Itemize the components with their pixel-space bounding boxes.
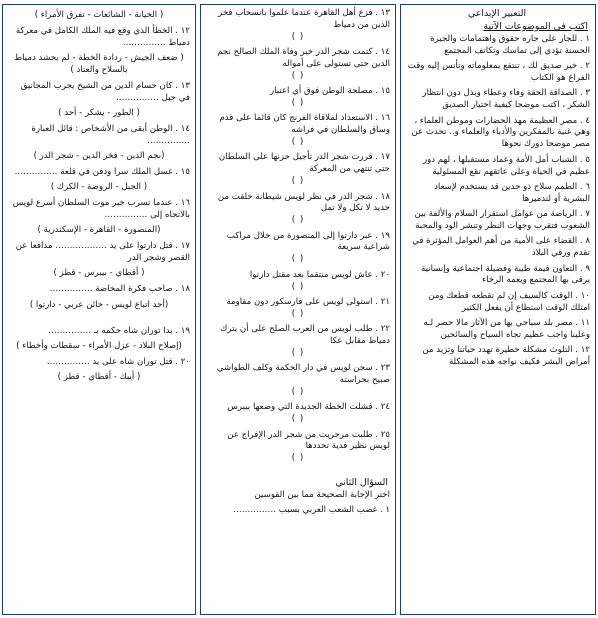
topic-item: ١ . للجار على جاره حقوق واهتمامات والجيرة الحسنة تؤدي إلى تماسك وتكاتف المجتمع — [430, 33, 590, 56]
topic-item: ٩ . التعاون قيمة طيبة وفضيلة اجتماعية وإنسانية يرقى بها المجتمع ويعمه الرخاء — [421, 263, 590, 286]
question-item: ٢١ . استولى لويس على فارسكور دون مقاومة ( ) — [206, 297, 390, 321]
answer-bracket[interactable]: ( ) — [291, 137, 305, 148]
topic-item: ١٢ . التلوث مشكلة خطيرة تهدد حياتنا وتزيد من أمراض البشر فكيف نواجه هذه المشكلة — [422, 345, 590, 368]
answer-options[interactable]: ( الطور - يشكر - أحد ) — [58, 108, 140, 119]
answer-bracket[interactable]: ( ) — [291, 215, 305, 226]
left-column — [2, 4, 196, 615]
topic-item: ١١ . مصر بلد سياحي بها من الآثار مالا حصر لـه وعلينا واجب عظيم تجاه السياح والسائحين — [423, 317, 590, 340]
answer-bracket[interactable]: ( ) — [291, 31, 305, 42]
question-item: ١٣ . فزع أهل القاهرة عندما علموا بانسحاب فخر الدين من دمياط ( ) — [206, 8, 390, 44]
answer-options[interactable]: ( أقطاي - بيبرس - قطز ) — [53, 268, 145, 279]
topic-item: ٨ . القضاء على الأمية من أهم العوامل المؤثرة في تقدم ورقي البلاد — [412, 236, 590, 259]
middle-column — [200, 4, 396, 615]
answer-options[interactable]: (إصلاح البلاد - عزل الأمراء - سقطات وأخطاء ) — [16, 340, 182, 351]
answer-bracket[interactable]: ( ) — [291, 98, 305, 109]
question-item: ٢٥ . طلبت مرجريت من شجر الدر الإفراج عن لويس نظير فدية تحددها ( ) — [206, 430, 390, 466]
answer-options[interactable]: (المنصورة - القاهرة - الإسكندرية ) — [37, 225, 161, 236]
answer-bracket[interactable]: ( ) — [291, 176, 305, 187]
answer-bracket[interactable]: ( ) — [291, 453, 305, 464]
question-item: ١٦ . الاستعداد لملاقاة الفرنج كان قائما على قدم وساق والسلطان في فراشه ( ) — [206, 113, 390, 149]
question-item: ١٩ . بدا توران شاه حكمه بـ …………… — [48, 325, 190, 336]
question-item: ١٨ . صاحب فكرة المخاضة …………… — [49, 284, 190, 295]
answer-bracket[interactable]: ( ) — [291, 70, 305, 81]
topic-item: ٥ . الشباب أمل الأمة وعماد مستقبلها ، لهم دور عظيم في الحياة وعلى عاتقهم تقع المسئولية — [422, 154, 590, 177]
question-item: ١٤ . الوطن أبقى من الأشخاص : قائل العبارة …………… — [31, 123, 190, 146]
answer-options[interactable]: ( الجبل - الروضة - الكرك ) — [50, 182, 148, 193]
topic-item: ٣ . الصداقة الحقة وفاء وعطاء وبذل دون انتظار الشكر ، اكتب موضحا كيفية اختيار الصديق — [422, 88, 590, 111]
question-item: ١٧ . قتل دارتوا على يد ……………… مدافعا عن القصر وشجر الدر — [15, 241, 190, 264]
question-two-instruction: اختر الإجابة الصحيحة مما بين القوسين — [254, 490, 390, 501]
question-item: ١ . غضب الشعب العربي بسبب …………… — [233, 505, 390, 516]
topic-item: ١٠ . الوقت كالسيف إن لم تقطعه قطعك ومن امتلك الوقت استطاع أن يفعل الكثير — [428, 290, 590, 313]
question-item: ١٥ . غسل الملك سرا ودفن في قلعة …………… — [14, 166, 190, 177]
question-item: ١٣ . كان حسام الدين من الشيخ يجرب المجانيق في جبل …………… — [20, 80, 190, 103]
answer-options[interactable]: (نجم الدين - فخر الدين - شجر الدر ) — [33, 151, 165, 162]
topic-item: ٢ . خير صديق لك ، تنتفع بمعلوماته وتأنس إليه وقت الفراغ هو الكتاب — [407, 61, 590, 84]
question-two-title: السؤال الثاني — [335, 477, 388, 489]
question-item: ١٧ . قررت شجر الدر تأجيل حزنها على السلطان حتى تنتهي من المعركة ( ) — [206, 152, 390, 188]
question-item: ١٢ . الخطأ الذي وقع فيه الملك الكامل في معركة دمياط …………… — [15, 25, 190, 48]
question-item: ١٦ . عندما تسرب خبر موت السلطان أسرع لويس بالاتجاه إلى …………… — [12, 198, 190, 221]
question-item: ٢٠ . عاش لويس منتقما بعد مقتل دارتوا ( ) — [206, 270, 390, 294]
topic-item: ٦ . الطمم سلاح ذو حدين قد يستخدم لإسعاد البشرية أو لتدميرها — [434, 181, 590, 204]
answer-bracket[interactable]: ( ) — [291, 281, 305, 292]
topic-item: ٧ . الرياضة من عوامل استقرار السلام والألفة بين الشعوب فتقرب وجهات النظر وتنشر الود والمحبة — [414, 209, 590, 231]
answer-bracket[interactable]: ( ) — [291, 386, 305, 397]
section-title: التعبير الإبداعي — [467, 8, 527, 19]
answer-bracket[interactable]: ( ) — [291, 308, 305, 319]
question-item: ٢٣ . سجن لويس في دار الحكمة وكلف الطواشي صبيح بحراسته ( ) — [206, 363, 390, 399]
question-item: ٢٢ . طلب لويس من العرب الصلح على أن يترك دمياط مقابل عكا ( ) — [206, 324, 390, 360]
question-item: ١٩ . عبر دارتوا إلى المنصورة من خلال مراكب شراعية سريعة ( ) — [206, 231, 390, 267]
answer-options[interactable]: ( أيبك - أقطاي - قطز ) — [57, 372, 141, 383]
answer-bracket[interactable]: ( ) — [291, 347, 305, 358]
question-item: ١٥ . مصلحة الوطن فوق أي اعتبار ( ) — [206, 86, 390, 110]
answer-bracket[interactable]: ( ) — [291, 254, 305, 265]
question-item: ١٨ . شجر الدر في نظر لويس شيطانة خلقت من حديد لا تكل ولا تمل ( ) — [206, 192, 390, 228]
answer-bracket[interactable]: ( ) — [291, 414, 305, 425]
answer-options[interactable]: (أحد اتباع لويس - خائن عربي - دارتوا ) — [29, 299, 169, 310]
topic-item: ٤ . مصر العظيمة مهد الحضارات وموطن العلماء ، وهي غنية بالمفكرين والأدباء والعلماء و.. تحدث عن مصر موضحا دورك نحوها — [411, 115, 590, 150]
question-item: ٢٤ . فشلت الخطة الجديدة التي وضعها بيبرس ( ) — [206, 402, 390, 426]
section-subtitle: اكتب في الموضوعات الآتية — [483, 20, 588, 32]
question-item: ٢٠ . قتل توران شاه على يد …………… — [46, 356, 190, 367]
question-item: ١٤ . كتمت شجر الدر خبر وفاة الملك الصالح نجم الدين حتى تستولى على أمواله ( ) — [206, 47, 390, 83]
right-column — [400, 4, 596, 615]
answer-options: ( الخيانة - الشائعات - تفرق الأمراء ) — [34, 10, 164, 20]
answer-options[interactable]: ( ضعف الجيش - ردادة الخطة - لم يحشد دمياط بالسلاح والعتاد ) — [14, 53, 184, 75]
